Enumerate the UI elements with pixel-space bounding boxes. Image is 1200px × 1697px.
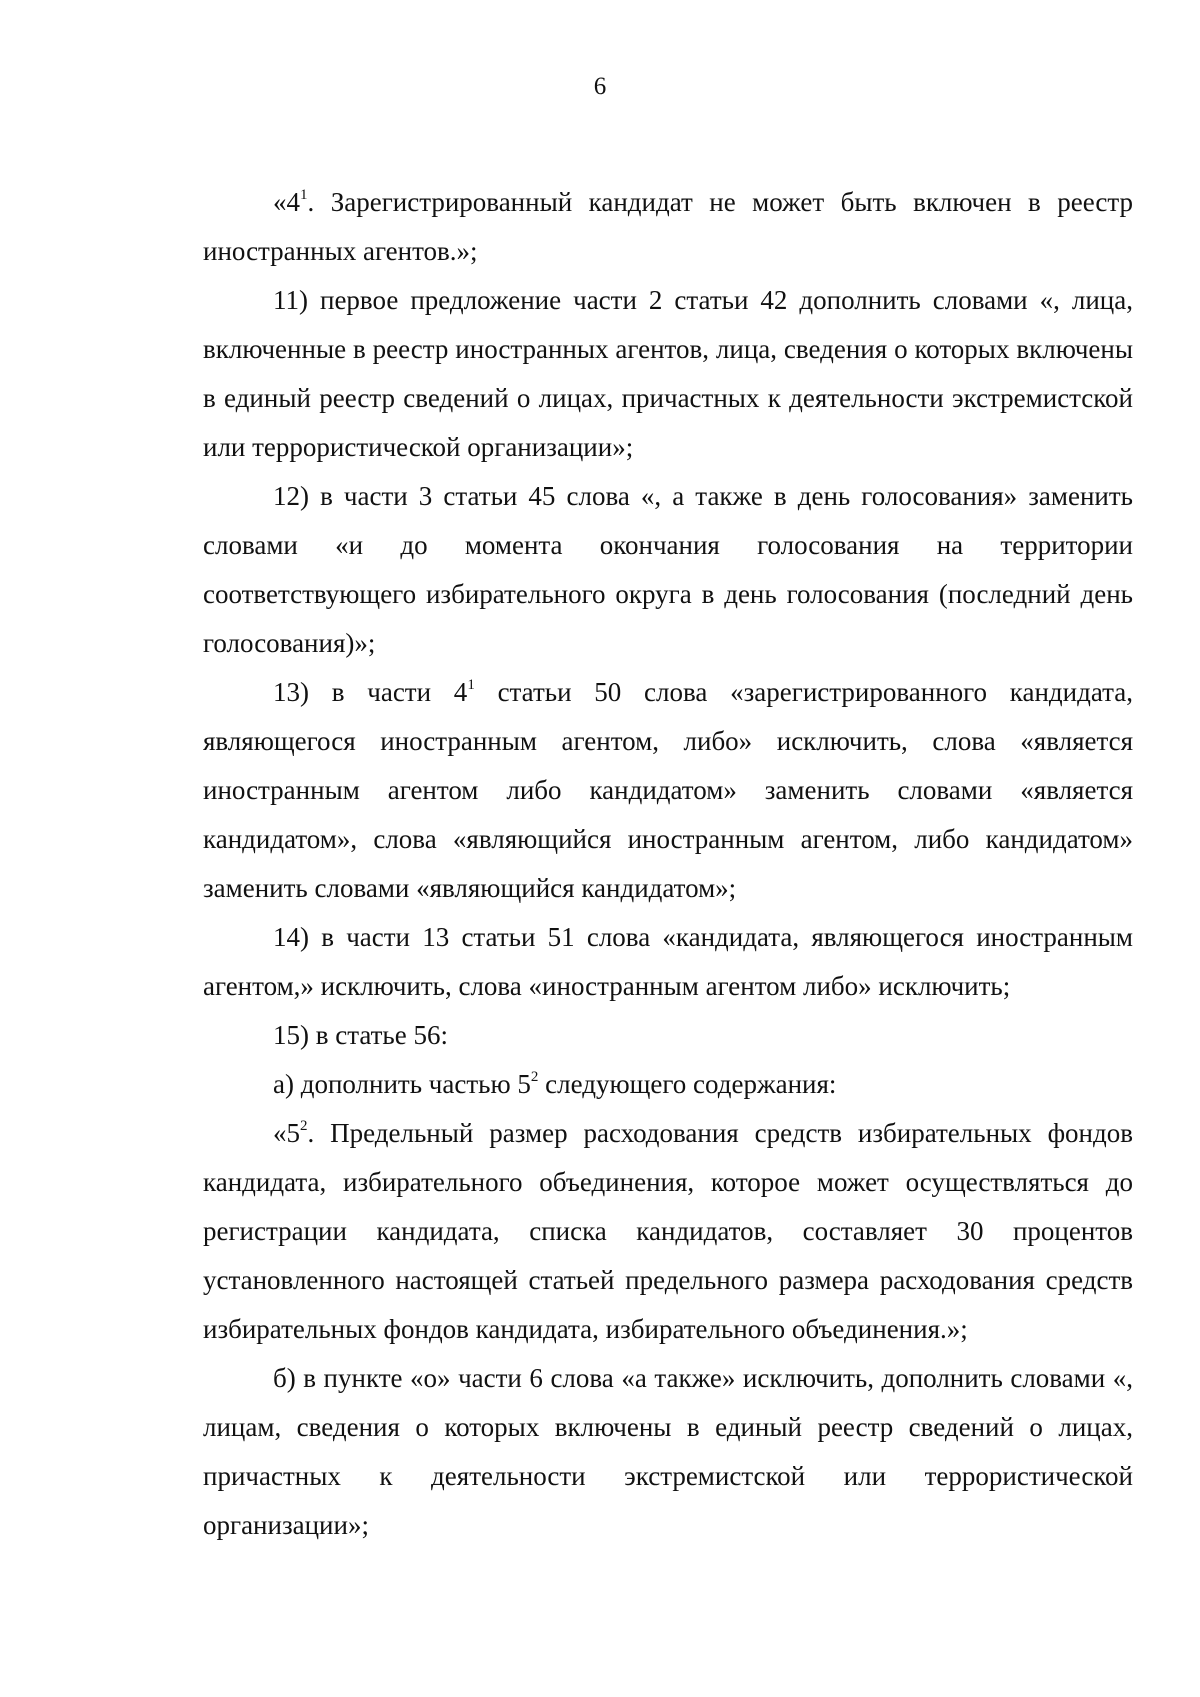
paragraph-5-2-spending-limit [203, 1109, 1133, 1354]
paragraph-item-15 [203, 1011, 1133, 1060]
paragraph-text: 12) в части 3 статьи 45 слова «, а также в день голосования» заменить словами «и до момента окончания голосования на территории соответствующего избирательного округа в день голосования (последний день голосования)»; [203, 481, 1133, 658]
paragraph-text-end: следующего содержания: [538, 1069, 837, 1099]
paragraph-subitem-a [203, 1060, 1133, 1109]
paragraph-text-start: «5 [273, 1118, 300, 1148]
paragraph-text: 15) в статье 56: [273, 1020, 448, 1050]
paragraph-item-14 [203, 913, 1133, 1011]
paragraph-item-11 [203, 276, 1133, 472]
page-number: 6 [593, 73, 607, 100]
paragraph-text-start: «4 [273, 187, 300, 217]
paragraph-text: 14) в части 13 статьи 51 слова «кандидата, являющегося иностранным агентом,» исключить, слова «иностранным агентом либо» исключить; [203, 922, 1133, 1001]
superscript: 1 [300, 187, 308, 203]
paragraph-text-end: . Предельный размер расходования средств избирательных фондов кандидата, избирательного объединения, которое может осуществляться до регистрации кандидата, списка кандидатов, составляет 30 процентов установленного настоящей статьей предельного размера расходования средств избирательных фондов кандидата, избирательного объединения.»; [203, 1118, 1133, 1344]
paragraph-item-13 [203, 668, 1133, 913]
superscript: 2 [300, 1118, 308, 1134]
paragraph-text-start: 13) в части 4 [273, 677, 468, 707]
paragraph-text-end: статьи 50 слова «зарегистрированного кандидата, являющегося иностранным агентом, либо» исключить, слова «является иностранным агентом либо кандидатом» заменить словами «является кандидатом», слова «являющийся иностранным агентом, либо кандидатом» заменить словами «являющийся кандидатом»; [203, 677, 1133, 903]
paragraph-text-end: . Зарегистрированный кандидат не может быть включен в реестр иностранных агентов.»; [203, 187, 1133, 266]
superscript: 2 [530, 1069, 539, 1085]
paragraph-subitem-b [203, 1354, 1133, 1550]
paragraph-item-12 [203, 472, 1133, 668]
paragraph-text-start: а) дополнить частью 5 [273, 1069, 531, 1099]
paragraph-text: б) в пункте «о» части 6 слова «а также» исключить, дополнить словами «, лицам, сведения о которых включены в единый реестр сведений о лицах, причастных к деятельности экстремистской или террористической организации»; [203, 1363, 1133, 1540]
paragraph-text: 11) первое предложение части 2 статьи 42 дополнить словами «, лица, включенные в реестр иностранных агентов, лица, сведения о которых включены в единый реестр сведений о лицах, причастных к деятельности экстремистской или террористической организации»; [203, 285, 1133, 462]
superscript: 1 [467, 677, 475, 693]
document-body [203, 178, 1133, 1550]
paragraph-4-1-registered-candidate [203, 178, 1133, 276]
